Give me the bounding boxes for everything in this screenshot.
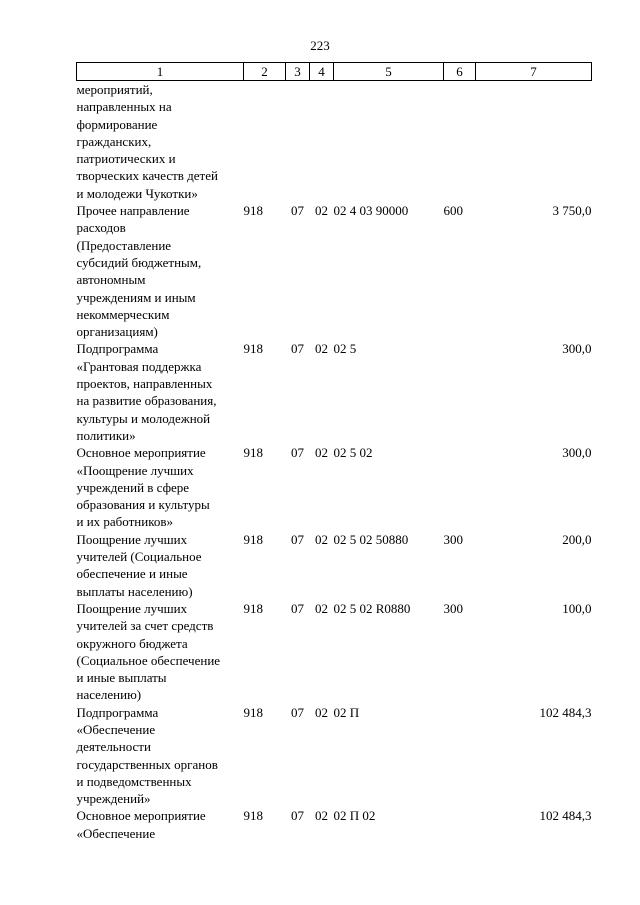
row-name-line: расходов <box>76 220 126 236</box>
target-article-cell: 02 5 02 <box>333 445 373 461</box>
podrazdel-cell: 02 <box>315 341 328 357</box>
podrazdel-cell: 02 <box>315 203 328 219</box>
row-name-line: творческих качеств детей <box>76 168 218 184</box>
row-name-line: учреждений» <box>76 791 151 807</box>
vedomstvo-cell: 918 <box>243 203 263 219</box>
row-name-line: «Обеспечение <box>76 721 156 737</box>
row-name-line: автономным <box>76 272 146 288</box>
column-header-2: 2 <box>244 63 286 81</box>
vedomstvo-cell <box>244 81 286 203</box>
table-row <box>77 340 592 444</box>
target-article-cell: 02 П <box>333 704 360 720</box>
budget-table <box>76 62 592 842</box>
row-name-line: культуры и молодежной <box>76 410 211 426</box>
row-name-line: организациям) <box>76 324 158 340</box>
amount-cell <box>476 81 592 203</box>
target-article-cell: 02 5 02 50880 <box>333 531 409 547</box>
row-name-line: «Поощрение лучших <box>76 462 194 478</box>
row-name-cell <box>77 531 244 600</box>
razdel-cell: 07 <box>291 808 304 824</box>
row-name-line: (Предоставление <box>76 237 172 253</box>
row-name-line: окружного бюджета <box>76 635 188 651</box>
row-name-line: патриотических и <box>76 151 176 167</box>
row-name-line: Поощрение лучших <box>76 600 188 616</box>
row-name-line: обеспечение и иные <box>76 566 188 582</box>
table-row <box>77 600 592 704</box>
row-name-cell <box>77 81 244 203</box>
row-name-line: образования и культуры <box>76 497 210 513</box>
row-name-line: гражданских, <box>76 133 152 149</box>
row-name-cell <box>77 807 244 842</box>
row-name-line: Основное мероприятие <box>76 808 206 824</box>
row-name-line: некоммерческим <box>76 306 170 322</box>
vedomstvo-cell: 918 <box>243 704 263 720</box>
razdel-cell: 07 <box>291 445 304 461</box>
row-name-line: Подпрограмма <box>76 704 159 720</box>
row-name-line: населению) <box>76 687 142 703</box>
expense-type-cell <box>444 704 476 808</box>
target-article-cell: 02 5 02 R0880 <box>333 600 411 616</box>
razdel-cell: 07 <box>291 531 304 547</box>
amount-cell: 100,0 <box>562 600 592 616</box>
row-name-cell <box>77 340 244 444</box>
podrazdel-cell: 02 <box>315 600 328 616</box>
expense-type-cell <box>444 81 476 203</box>
table-row <box>77 81 592 203</box>
expense-type-cell: 300 <box>443 600 463 616</box>
row-name-line: Поощрение лучших <box>76 531 188 547</box>
table-header-row <box>77 63 592 81</box>
amount-cell: 102 484,3 <box>539 808 592 824</box>
row-name-line: политики» <box>76 427 136 443</box>
podrazdel-cell <box>310 81 334 203</box>
podrazdel-cell: 02 <box>315 704 328 720</box>
vedomstvo-cell: 918 <box>243 341 263 357</box>
row-name-line: и подведомственных <box>76 773 192 789</box>
row-name-line: учителей (Социальное <box>76 549 202 565</box>
target-article-cell <box>334 81 444 203</box>
table-row <box>77 531 592 600</box>
target-article-cell: 02 4 03 90000 <box>333 203 409 219</box>
vedomstvo-cell: 918 <box>243 531 263 547</box>
row-name-line: проектов, направленных <box>76 376 213 392</box>
row-name-line: формирование <box>76 116 158 132</box>
table-row <box>77 704 592 808</box>
row-name-line: на развитие образования, <box>76 393 217 409</box>
row-name-line: выплаты населению) <box>76 583 193 599</box>
podrazdel-cell: 02 <box>315 445 328 461</box>
row-name-line: «Обеспечение <box>76 825 156 841</box>
amount-cell: 3 750,0 <box>552 203 592 219</box>
row-name-line: учреждениям и иным <box>76 289 196 305</box>
vedomstvo-cell: 918 <box>243 808 263 824</box>
table-row <box>77 444 592 530</box>
column-header-6: 6 <box>444 63 476 81</box>
row-name-cell <box>77 600 244 704</box>
expense-type-cell <box>444 444 476 530</box>
target-article-cell: 02 П 02 <box>333 808 376 824</box>
expense-type-cell <box>444 807 476 842</box>
row-name-line: деятельности <box>76 739 151 755</box>
row-name-cell <box>77 202 244 340</box>
vedomstvo-cell: 918 <box>243 600 263 616</box>
column-header-1: 1 <box>77 63 244 81</box>
target-article-cell: 02 5 <box>333 341 357 357</box>
row-name-line: и молодежи Чукотки» <box>76 185 198 201</box>
column-header-4: 4 <box>310 63 334 81</box>
row-name-line: Прочее направление <box>76 203 190 219</box>
row-name-line: Подпрограмма <box>76 341 159 357</box>
row-name-line: и их работников» <box>76 514 174 530</box>
expense-type-cell: 600 <box>443 203 463 219</box>
row-name-line: направленных на <box>76 99 172 115</box>
column-header-3: 3 <box>286 63 310 81</box>
vedomstvo-cell: 918 <box>243 445 263 461</box>
table-row <box>77 202 592 340</box>
row-name-line: (Социальное обеспечение <box>76 652 221 668</box>
row-name-line: и иные выплаты <box>76 670 167 686</box>
row-name-cell <box>77 704 244 808</box>
razdel-cell: 07 <box>291 341 304 357</box>
row-name-line: Основное мероприятие <box>76 445 206 461</box>
expense-type-cell: 300 <box>443 531 463 547</box>
page-number: 223 <box>310 38 330 53</box>
amount-cell: 300,0 <box>562 341 592 357</box>
expense-type-cell <box>444 340 476 444</box>
row-name-line: мероприятий, <box>76 82 153 97</box>
podrazdel-cell: 02 <box>315 808 328 824</box>
razdel-cell: 07 <box>291 704 304 720</box>
table-row <box>77 807 592 842</box>
razdel-cell: 07 <box>291 600 304 616</box>
row-name-line: «Грантовая поддержка <box>76 358 202 374</box>
razdel-cell <box>286 81 310 203</box>
row-name-line: учреждений в сфере <box>76 479 190 495</box>
amount-cell: 200,0 <box>562 531 592 547</box>
podrazdel-cell: 02 <box>315 531 328 547</box>
razdel-cell: 07 <box>291 203 304 219</box>
amount-cell: 300,0 <box>562 445 592 461</box>
row-name-line: учителей за счет средств <box>76 618 214 634</box>
column-header-5: 5 <box>334 63 444 81</box>
amount-cell: 102 484,3 <box>539 704 592 720</box>
column-header-7: 7 <box>476 63 592 81</box>
row-name-cell <box>77 444 244 530</box>
row-name-line: субсидий бюджетным, <box>76 254 202 270</box>
row-name-line: государственных органов <box>76 756 218 772</box>
